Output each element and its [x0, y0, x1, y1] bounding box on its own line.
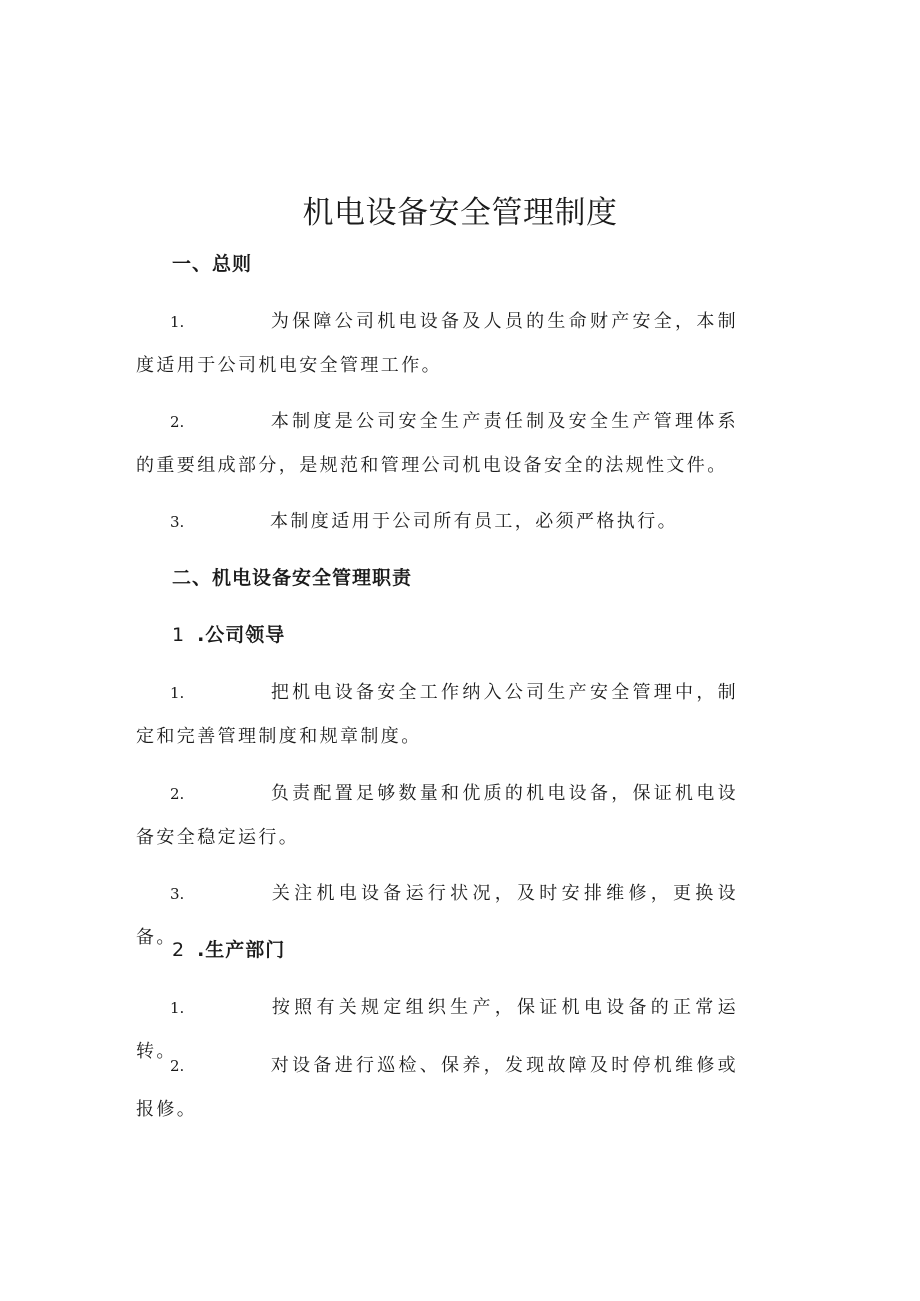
item-number: 3. [170, 885, 185, 903]
document-title: 机电设备安全管理制度 [302, 195, 618, 231]
item-text: 把机电设备安全工作纳入公司生产安全管理中，制定和完善管理制度和规章制度。 [136, 682, 738, 747]
subsection-heading-production [172, 936, 285, 964]
subsection-title: .生产部门 [197, 939, 286, 961]
paragraph [136, 500, 738, 544]
item-text: 对设备进行巡检、保养，发现故障及时停机维修或报修。 [136, 1055, 738, 1120]
item-number: 2. [170, 1057, 185, 1075]
paragraph [136, 772, 738, 859]
item-number: 3. [170, 513, 185, 531]
item-text: 关注机电设备运行状况，及时安排维修，更换设备。 [136, 883, 738, 948]
item-text: 按照有关规定组织生产，保证机电设备的正常运转。 [136, 997, 738, 1062]
item-text: 为保障公司机电设备及人员的生命财产安全，本制度适用于公司机电安全管理工作。 [136, 311, 738, 376]
section-heading-responsibilities: 二、机电设备安全管理职责 [172, 567, 413, 589]
item-text: 本制度是公司安全生产责任制及安全生产管理体系的重要组成部分，是规范和管理公司机电设备安全的法规性文件。 [136, 411, 738, 476]
subsection-heading-leadership [172, 621, 285, 649]
section-heading-general: 一、总则 [172, 253, 253, 275]
paragraph [136, 671, 738, 758]
item-number: 1. [170, 999, 185, 1017]
item-text: 负责配置足够数量和优质的机电设备，保证机电设备安全稳定运行。 [136, 783, 738, 848]
item-number: 2. [170, 785, 185, 803]
subsection-number: 2 [172, 939, 186, 961]
item-text: 本制度适用于公司所有员工，必须严格执行。 [270, 511, 678, 532]
item-number: 2. [170, 413, 185, 431]
paragraph [136, 1044, 738, 1131]
subsection-number: 1 [172, 624, 186, 646]
item-number: 1. [170, 684, 185, 702]
paragraph [136, 300, 738, 387]
subsection-title: .公司领导 [197, 624, 286, 646]
paragraph [136, 400, 738, 487]
item-number: 1. [170, 313, 185, 331]
